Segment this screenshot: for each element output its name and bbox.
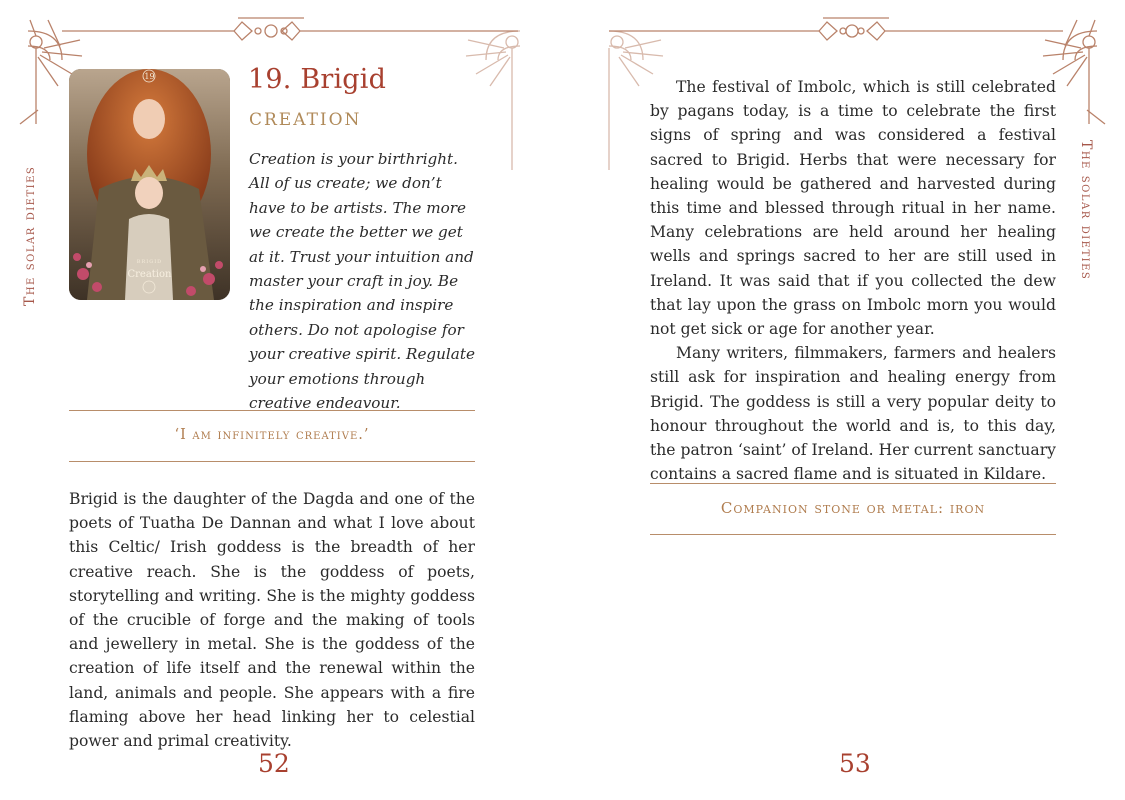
page-title: 19. Brigid: [248, 64, 387, 95]
body-text: [650, 75, 1056, 486]
card-message: Creation is your birthright. All of us create; we don’t have to be artists. The more we create the better we get at it. Trust your intuition and master your craft in joy. Be the inspiration and inspire others. Do not apologise for your creative spirit. Regulate your emotions through creative endeavour.: [249, 150, 475, 413]
page-number: 52: [258, 749, 290, 778]
card-small-name: BRIGID: [136, 259, 163, 265]
right-page: [563, 0, 1125, 800]
body-text: Brigid is the daughter of the Dagda and one of the poets of Tuatha De Dannan and what I love about this Celtic/ Irish goddess is the breadth of her creative reach. She is the goddess of poets, storytelling and writing. She is the mighty goddess of the crucible of forge and the making of tools and jewellery in metal. She is the goddess of the creation of life itself and the renewal within the land, animals and people. She appears with a fire flaming above her head linking her to celestial power and primal creativity.: [69, 490, 475, 751]
divider: [69, 410, 475, 411]
running-head: The solar dieties: [1078, 140, 1094, 281]
affirmation: ‘I am infinitely creative.’: [174, 427, 370, 443]
card-number: 19: [144, 72, 155, 81]
divider: [650, 534, 1056, 535]
divider: [650, 483, 1056, 484]
page-number: 53: [839, 749, 871, 778]
card-keyword: CREATION: [249, 110, 362, 130]
oracle-card-image: [69, 69, 230, 300]
card-label: Creation: [127, 269, 172, 280]
companion-stone: Companion stone or metal: iron: [720, 499, 986, 517]
left-page: [0, 0, 562, 800]
divider: [69, 461, 475, 462]
paragraph: The festival of Imbolc, which is still celebrated by pagans today, is a time to celebrate the first signs of spring and was considered a festival sacred to Brigid. Herbs that were necessary for healing would be gathered and harvested during this time and blessed through ritual in her name. Many celebrations are held around her healing wells and springs sacred to her are still used in Ireland. It was said that if you collected the dew that lay upon the grass on Imbolc morn you would not get sick or age for another year.: [650, 78, 1056, 339]
paragraph: Many writers, filmmakers, farmers and healers still ask for inspiration and healing energy from Brigid. The goddess is still a very popular deity to honour throughout the world and is, to this day, the patron ‘saint’ of Ireland. Her current sanctuary contains a sacred flame and is situated in Kildare.: [650, 344, 1056, 484]
card-illustration: [69, 69, 230, 300]
running-head: The solar dieties: [22, 165, 38, 306]
